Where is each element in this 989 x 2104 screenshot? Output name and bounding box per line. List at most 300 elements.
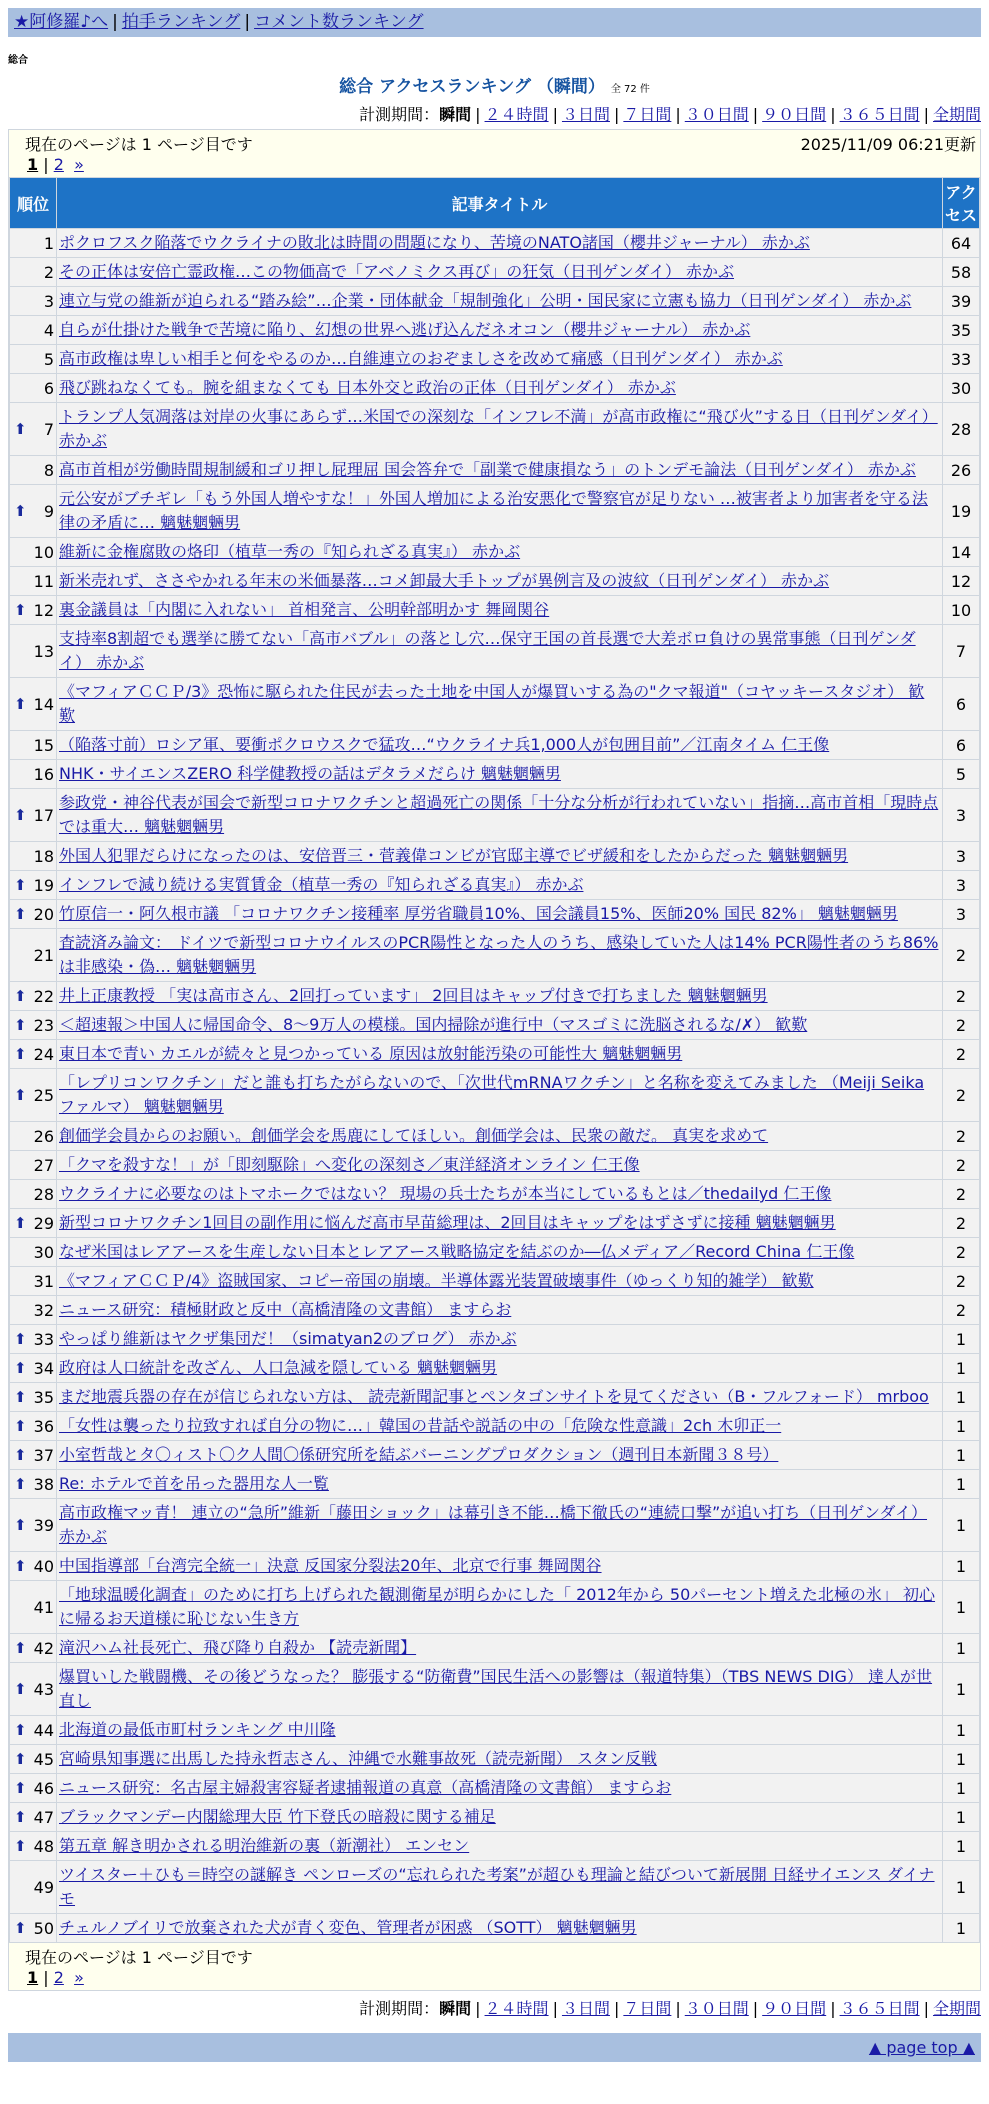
article-link[interactable]: 滝沢ハム社長死亡、飛び降り自殺か 【読売新聞】 xyxy=(59,1638,417,1657)
article-link[interactable]: 維新に金権腐敗の烙印（植草一秀の『知られざる真実』） 赤かぶ xyxy=(59,542,521,561)
access-count: 33 xyxy=(943,345,980,374)
rank-cell xyxy=(10,1634,57,1663)
table-row xyxy=(10,1634,980,1663)
article-link[interactable]: 井上正康教授 「実は高市さん、2回打っています」 2回目はキャップ付きで打ちました 魑魅魍魎男 xyxy=(59,986,768,1005)
table-row xyxy=(10,538,980,567)
rank-cell xyxy=(10,287,57,316)
access-count: 14 xyxy=(943,538,980,567)
rank-number: 9 xyxy=(43,501,54,521)
rank-number: 16 xyxy=(33,764,54,784)
article-link[interactable]: まだ地震兵器の存在が信じられない方は、 読売新聞記事とペンタゴンサイトを見てください（B・フルフォード） mrboo xyxy=(59,1387,929,1406)
article-link[interactable]: 竹原信一・阿久根市議 「コロナワクチン接種率 厚労省職員10%、国会議員15%、医師20% 国民 82%」 魑魅魍魎男 xyxy=(59,904,898,923)
access-count: 1 xyxy=(943,1716,980,1745)
rank-cell xyxy=(10,374,57,403)
title-cell xyxy=(57,287,943,316)
article-link[interactable]: 連立与党の維新が迫られる“踏み絵”…企業・団体献金「規制強化」公明・国民家に立憲も協力（日刊ゲンダイ） 赤かぶ xyxy=(59,291,912,310)
rank-cell xyxy=(10,1238,57,1267)
rank-number: 36 xyxy=(33,1416,54,1436)
title-cell xyxy=(57,345,943,374)
rank-cell xyxy=(10,1180,57,1209)
page-links: 1 | 2 » xyxy=(27,155,84,174)
rank-cell xyxy=(10,1663,57,1716)
title-cell xyxy=(57,1238,943,1267)
rank-cell xyxy=(10,1296,57,1325)
table-row xyxy=(10,258,980,287)
table-row xyxy=(10,1412,980,1441)
article-link[interactable]: ウクライナに必要なのはトマホークではない？ 現場の兵士たちが本当にしているもとは／thedailyd 仁王像 xyxy=(59,1184,832,1203)
access-count: 1 xyxy=(943,1325,980,1354)
total-count: 全 72 件 xyxy=(610,84,650,95)
table-row xyxy=(10,842,980,871)
title-cell xyxy=(57,1499,943,1552)
table-row xyxy=(10,1552,980,1581)
period-separator: | xyxy=(830,1999,836,2018)
up-arrow-icon: ⬆ xyxy=(14,1720,27,1739)
table-row xyxy=(10,1151,980,1180)
up-arrow-icon: ⬆ xyxy=(14,694,27,713)
period-label: 計測期間： xyxy=(359,105,440,124)
rank-cell xyxy=(10,1069,57,1122)
title-cell xyxy=(57,596,943,625)
article-link[interactable]: 創価学会員からのお願い。創価学会を馬鹿にしてほしい。創価学会は、民衆の敵だ。 真実を求めて xyxy=(59,1126,769,1145)
title-cell xyxy=(57,1180,943,1209)
table-row xyxy=(10,731,980,760)
rank-number: 41 xyxy=(33,1597,54,1617)
title-cell xyxy=(57,900,943,929)
article-link[interactable]: 《マフィアＣＣＰ/4》盗賊国家、コピー帝国の崩壊。半導体露光装置破壊事件（ゆっくり知的雑学） 歓歎 xyxy=(59,1271,814,1290)
rank-cell xyxy=(10,567,57,596)
category-label: 総合 xyxy=(8,55,28,66)
table-row xyxy=(10,1803,980,1832)
rank-number: 26 xyxy=(33,1126,54,1146)
up-arrow-icon: ⬆ xyxy=(14,1679,27,1698)
article-link[interactable]: 政府は人口統計を改ざん、人口急減を隠している 魑魅魍魎男 xyxy=(59,1358,498,1377)
article-link[interactable]: 査読済み論文： ドイツで新型コロナウイルスのPCR陽性となった人のうち、感染していた人は14% PCR陽性者のうち86%は非感染・偽… 魑魅魍魎男 xyxy=(59,933,939,976)
table-row xyxy=(10,485,980,538)
table-row xyxy=(10,1011,980,1040)
rank-number: 20 xyxy=(33,904,54,924)
article-link[interactable]: 北海道の最低市町村ランキング 中川隆 xyxy=(59,1720,336,1739)
access-count: 5 xyxy=(943,760,980,789)
article-link[interactable]: 新型コロナワクチン1回目の副作用に悩んだ高市早苗総理は、2回目はキャップをはずさずに接種 魑魅魍魎男 xyxy=(59,1213,836,1232)
article-link[interactable]: 裏金議員は「内閣に入れない」 首相発言、公明幹部明かす 舞岡関谷 xyxy=(59,600,550,619)
table-row xyxy=(10,1238,980,1267)
access-count: 1 xyxy=(943,1412,980,1441)
article-link[interactable]: 「クマを殺すな！」が「即刻駆除」へ変化の深刻さ／東洋経済オンライン 仁王像 xyxy=(59,1155,640,1174)
table-row xyxy=(10,567,980,596)
period-separator: | xyxy=(752,105,759,124)
access-count: 28 xyxy=(943,403,980,456)
access-count: 6 xyxy=(943,678,980,731)
title-cell xyxy=(57,1209,943,1238)
up-arrow-icon: ⬆ xyxy=(14,600,27,619)
title-cell xyxy=(57,538,943,567)
table-row xyxy=(10,1180,980,1209)
access-count: 2 xyxy=(943,1238,980,1267)
title-cell xyxy=(57,625,943,678)
title-cell xyxy=(57,374,943,403)
access-count: 1 xyxy=(943,1774,980,1803)
title-cell xyxy=(57,1581,943,1634)
period-current: 瞬間 xyxy=(439,1999,472,2018)
up-arrow-icon: ⬆ xyxy=(14,1918,27,1937)
rank-cell xyxy=(10,1040,57,1069)
comment-ranking-link[interactable]: コメント数ランキング xyxy=(254,12,424,32)
article-link[interactable]: ポクロフスク陥落でウクライナの敗北は時間の問題になり、苦境のNATO諸国（櫻井ジャーナル） 赤かぶ xyxy=(59,233,810,252)
rank-cell xyxy=(10,625,57,678)
access-count: 1 xyxy=(943,1914,980,1943)
article-link[interactable]: 高市首相が労働時間規制緩和ゴリ押し屁理屈 国会答弁で「副業で健康損なう」のトンデモ論法（日刊ゲンダイ） 赤かぶ xyxy=(59,460,916,479)
table-row xyxy=(10,1861,980,1914)
article-link[interactable]: 東日本で青い カエルが続々と見つかっている 原因は放射能汚染の可能性大 魑魅魍魎男 xyxy=(59,1044,683,1063)
table-row xyxy=(10,1470,980,1499)
period-separator: | xyxy=(923,1999,929,2018)
ranking-table xyxy=(9,177,980,1943)
up-arrow-icon: ⬆ xyxy=(14,1387,27,1406)
period-link[interactable]: ２４時間 xyxy=(484,105,549,124)
article-link[interactable]: 高市政権マッ青！ 連立の“急所”維新「藤田ショック」は幕引き不能…橋下徹氏の“連続口撃”が追い打ち（日刊ゲンダイ） 赤かぶ xyxy=(59,1503,928,1546)
article-link[interactable]: トランプ人気凋落は対岸の火事にあらず…米国での深刻な「インフレ不満」が高市政権に“飛び火”する日（日刊ゲンダイ） 赤かぶ xyxy=(59,407,938,450)
table-row xyxy=(10,625,980,678)
period-link[interactable]: ３０日間 xyxy=(684,105,749,124)
rank-cell xyxy=(10,1354,57,1383)
period-separator: | xyxy=(552,1999,558,2018)
period-link[interactable]: ２４時間 xyxy=(484,1999,549,2018)
rank-number: 46 xyxy=(33,1778,54,1798)
access-count: 6 xyxy=(943,731,980,760)
table-row xyxy=(10,287,980,316)
rank-number: 39 xyxy=(33,1515,54,1535)
rank-number: 8 xyxy=(43,460,54,480)
up-arrow-icon: ⬆ xyxy=(14,1015,27,1034)
access-count: 1 xyxy=(943,1499,980,1552)
up-arrow-icon: ⬆ xyxy=(14,1329,27,1348)
table-row xyxy=(10,1745,980,1774)
up-arrow-icon: ⬆ xyxy=(14,1044,27,1063)
article-link[interactable]: 支持率8割超でも選挙に勝てない「高市バブル」の落とし穴…保守王国の首長選で大差ボロ負けの異常事態（日刊ゲンダイ） 赤かぶ xyxy=(59,629,916,672)
column-access: アクセス xyxy=(943,178,980,229)
page-1-current: 1 xyxy=(27,155,39,174)
next-page-link[interactable]: » xyxy=(74,1968,84,1987)
period-link[interactable]: ７日間 xyxy=(623,105,672,124)
access-count: 30 xyxy=(943,374,980,403)
access-count: 2 xyxy=(943,1069,980,1122)
article-link[interactable]: ブラックマンデー内閣総理大臣 竹下登氏の暗殺に関する補足 xyxy=(59,1807,496,1826)
rank-cell xyxy=(10,1716,57,1745)
access-count: 35 xyxy=(943,316,980,345)
page-top-link[interactable]: ▲ page top ▲ xyxy=(868,2038,975,2057)
up-arrow-icon: ⬆ xyxy=(14,1085,27,1104)
article-link[interactable]: インフレで減り続ける実質賃金（植草一秀の『知られざる真実』） 赤かぶ xyxy=(59,875,584,894)
period-link[interactable]: ３６５日間 xyxy=(839,105,920,124)
up-arrow-icon: ⬆ xyxy=(14,1416,27,1435)
rank-cell xyxy=(10,1803,57,1832)
up-arrow-icon: ⬆ xyxy=(14,1474,27,1493)
article-link[interactable]: 新米売れず、ささやかれる年末の米価暴落…コメ卸最大手トップが異例言及の波紋（日刊ゲンダイ） 赤かぶ xyxy=(59,571,830,590)
title-cell xyxy=(57,1325,943,1354)
table-row xyxy=(10,1441,980,1470)
table-row xyxy=(10,596,980,625)
rank-number: 32 xyxy=(33,1300,54,1320)
period-selector xyxy=(0,102,981,125)
rank-cell xyxy=(10,1581,57,1634)
access-count: 26 xyxy=(943,456,980,485)
applause-ranking-link[interactable]: 拍手ランキング xyxy=(121,12,241,32)
title-cell xyxy=(57,1803,943,1832)
rank-number: 29 xyxy=(33,1213,54,1233)
pagination-bottom xyxy=(9,1943,980,1990)
article-link[interactable]: 宮崎県知事選に出馬した持永哲志さん、沖縄で水難事故死（読売新聞） スタン反戦 xyxy=(59,1749,658,1768)
table-row xyxy=(10,403,980,456)
table-row xyxy=(10,1122,980,1151)
title-cell xyxy=(57,1552,943,1581)
period-link[interactable]: ９０日間 xyxy=(762,105,827,124)
nav-separator: | xyxy=(244,12,251,32)
access-count: 3 xyxy=(943,842,980,871)
column-rank: 順位 xyxy=(10,178,57,229)
article-link[interactable]: Re: ホテルで首を吊った器用な人一覧 xyxy=(59,1474,329,1493)
period-link[interactable]: 全期間 xyxy=(932,105,981,124)
table-row xyxy=(10,929,980,982)
rank-number: 35 xyxy=(33,1387,54,1407)
rank-number: 33 xyxy=(33,1329,54,1349)
access-count: 2 xyxy=(943,1151,980,1180)
up-arrow-icon: ⬆ xyxy=(14,1445,27,1464)
rank-number: 42 xyxy=(33,1638,54,1658)
table-row xyxy=(10,316,980,345)
rank-cell xyxy=(10,900,57,929)
article-link[interactable]: チェルノブイリで放棄された犬が青く変色、管理者が困惑 （SOTT） 魑魅魍魎男 xyxy=(59,1918,637,1937)
table-row xyxy=(10,1832,980,1861)
article-link[interactable]: 中国指導部「台湾完全統一」決意 反国家分裂法20年、北京で行事 舞岡関谷 xyxy=(59,1556,602,1575)
updated-time: 2025/11/09 06:21更新 xyxy=(800,135,976,154)
up-arrow-icon: ⬆ xyxy=(14,501,27,520)
access-count: 2 xyxy=(943,1011,980,1040)
table-row xyxy=(10,1383,980,1412)
up-arrow-icon: ⬆ xyxy=(14,904,27,923)
rank-cell xyxy=(10,538,57,567)
rank-number: 14 xyxy=(33,694,54,714)
title-cell xyxy=(57,1267,943,1296)
access-count: 2 xyxy=(943,1209,980,1238)
rank-cell xyxy=(10,1441,57,1470)
period-separator: | xyxy=(552,105,558,124)
article-link[interactable]: 小室哲哉とタ〇ィスト〇ク人間〇係研究所を結ぶバーニングプロダクション（週刊日本新聞３８号） xyxy=(59,1445,779,1464)
rank-number: 28 xyxy=(33,1184,54,1204)
up-arrow-icon: ⬆ xyxy=(14,419,27,438)
title-cell xyxy=(57,1745,943,1774)
rank-cell xyxy=(10,1325,57,1354)
title-cell xyxy=(57,1861,943,1914)
article-link[interactable]: 《マフィアＣＣＰ/3》恐怖に駆られた住民が去った土地を中国人が爆買いする為の"クマ報道"（コヤッキースタジオ） 歓歎 xyxy=(59,682,925,725)
table-row xyxy=(10,1716,980,1745)
footer-bar xyxy=(8,2033,981,2062)
access-count: 1 xyxy=(943,1441,980,1470)
rank-cell xyxy=(10,1209,57,1238)
article-link[interactable]: なぜ米国はレアアースを生産しない日本とレアアース戦略協定を結ぶのか―仏メディア／Record China 仁王像 xyxy=(59,1242,855,1261)
rank-number: 50 xyxy=(33,1918,54,1938)
article-link[interactable]: 「レプリコンワクチン」だと誰も打ちたがらないので、「次世代mRNAワクチン」と名称を変えてみました （Meiji Seika ファルマ） 魑魅魍魎男 xyxy=(59,1073,925,1116)
rank-number: 24 xyxy=(33,1044,54,1064)
period-label: 計測期間： xyxy=(359,1999,440,2018)
period-link[interactable]: ３０日間 xyxy=(684,1999,749,2018)
next-page-link[interactable]: » xyxy=(74,155,84,174)
article-link[interactable]: 「地球温暖化調査」のために打ち上げられた観測衛星が明らかにした「 2012年から 50パーセント増えた北極の氷」 初心に帰るお天道様に恥じない生き方 xyxy=(59,1585,936,1628)
title-cell xyxy=(57,678,943,731)
access-count: 2 xyxy=(943,1040,980,1069)
title-cell xyxy=(57,789,943,842)
title-cell xyxy=(57,871,943,900)
period-separator: | xyxy=(613,1999,620,2018)
table-row xyxy=(10,1354,980,1383)
title-cell xyxy=(57,1069,943,1122)
period-link[interactable]: ３６５日間 xyxy=(839,1999,920,2018)
rank-cell xyxy=(10,1774,57,1803)
period-link[interactable]: ７日間 xyxy=(623,1999,672,2018)
access-count: 2 xyxy=(943,1122,980,1151)
article-link[interactable]: 元公安がブチギレ「もう外国人増やすな！」外国人増加による治安悪化で警察官が足りない …被害者より加害者を守る法律の矛盾に… 魑魅魍魎男 xyxy=(59,489,928,532)
rank-number: 21 xyxy=(33,945,54,965)
table-row xyxy=(10,1774,980,1803)
up-arrow-icon: ⬆ xyxy=(14,1836,27,1855)
article-link[interactable]: ＜超速報＞中国人に帰国命令、8～9万人の模様。国内掃除が進行中（マスゴミに洗脳されるな/✗） 歓歎 xyxy=(59,1015,808,1034)
article-link[interactable]: 高市政権は卑しい相手と何をやるのか…自維連立のおぞましさを改めて痛感（日刊ゲンダイ） 赤かぶ xyxy=(59,349,783,368)
period-selector-bottom xyxy=(0,1996,981,2019)
table-row xyxy=(10,900,980,929)
rank-cell xyxy=(10,1861,57,1914)
access-count: 1 xyxy=(943,1861,980,1914)
up-arrow-icon: ⬆ xyxy=(14,875,27,894)
access-count: 3 xyxy=(943,789,980,842)
nav-separator: | xyxy=(112,12,118,32)
rank-cell xyxy=(10,1383,57,1412)
page-2-link[interactable]: 2 xyxy=(53,155,64,174)
rank-cell xyxy=(10,842,57,871)
article-link[interactable]: NHK・サイエンスZERO 科学健教授の話はデタラメだらけ 魑魅魍魎男 xyxy=(59,764,561,783)
rank-cell xyxy=(10,731,57,760)
access-count: 19 xyxy=(943,485,980,538)
access-count: 12 xyxy=(943,567,980,596)
access-count: 2 xyxy=(943,1267,980,1296)
period-separator: | xyxy=(830,105,836,124)
pagination-top xyxy=(9,130,980,177)
current-page-text: 現在のページは 1 ページ目です xyxy=(25,1948,253,1967)
rank-number: 47 xyxy=(33,1807,54,1827)
article-link[interactable]: 飛び跳ねなくても。腕を組まなくても 日本外交と政治の正体（日刊ゲンダイ） 赤かぶ xyxy=(59,378,676,397)
article-link[interactable]: 外国人犯罪だらけになったのは、安倍晋三・菅義偉コンビが官邸主導でビザ緩和をしたからだった 魑魅魍魎男 xyxy=(59,846,849,865)
rank-number: 12 xyxy=(33,600,54,620)
rank-cell xyxy=(10,1151,57,1180)
up-arrow-icon: ⬆ xyxy=(14,1515,27,1534)
article-link[interactable]: ニュース研究：積極財政と反中（高橋清隆の文書館） ますらお xyxy=(59,1300,512,1319)
top-navigation xyxy=(8,8,981,37)
rank-cell xyxy=(10,258,57,287)
rank-cell xyxy=(10,316,57,345)
up-arrow-icon: ⬆ xyxy=(14,1807,27,1826)
home-link[interactable]: ★阿修羅♪へ xyxy=(14,12,109,32)
table-row xyxy=(10,345,980,374)
access-count: 2 xyxy=(943,982,980,1011)
ranking-box xyxy=(8,129,981,1991)
article-link[interactable]: 爆買いした戦闘機、その後どうなった？ 膨張する“防衛費”国民生活への影響は（報道特集）（TBS NEWS DIG） 達人が世直し xyxy=(59,1667,933,1710)
title-cell xyxy=(57,1354,943,1383)
access-count: 2 xyxy=(943,1296,980,1325)
article-link[interactable]: やっぱり維新はヤクザ集団だ！（simatyan2のブログ） 赤かぶ xyxy=(59,1329,517,1348)
access-count: 7 xyxy=(943,625,980,678)
rank-cell xyxy=(10,871,57,900)
rank-cell xyxy=(10,982,57,1011)
page-title xyxy=(0,72,989,97)
title-cell xyxy=(57,1383,943,1412)
rank-number: 22 xyxy=(33,986,54,1006)
rank-cell xyxy=(10,929,57,982)
period-link[interactable]: ９０日間 xyxy=(762,1999,827,2018)
up-arrow-icon: ⬆ xyxy=(14,805,27,824)
article-link[interactable]: （陥落寸前）ロシア軍、要衝ポクロウスクで猛攻…“ウクライナ兵1,000人が包囲目前”／江南タイム 仁王像 xyxy=(59,735,830,754)
rank-cell xyxy=(10,789,57,842)
title-cell xyxy=(57,1634,943,1663)
title-cell xyxy=(57,229,943,258)
rank-number: 1 xyxy=(43,233,54,253)
page-2-link[interactable]: 2 xyxy=(53,1968,64,1987)
title-cell xyxy=(57,1774,943,1803)
up-arrow-icon: ⬆ xyxy=(14,1749,27,1768)
rank-cell xyxy=(10,1552,57,1581)
period-link[interactable]: ３日間 xyxy=(561,1999,610,2018)
table-row xyxy=(10,789,980,842)
article-link[interactable]: 参政党・神谷代表が国会で新型コロナワクチンと超過死亡の関係「十分な分析が行われていない」指摘…高市首相「現時点では重大… 魑魅魍魎男 xyxy=(59,793,939,836)
period-separator: | xyxy=(923,105,929,124)
article-link[interactable]: ツイスター＋ひも＝時空の謎解き ペンローズの“忘れられた考案”が超ひも理論と結びついて新展開 日経サイエンス ダイナモ xyxy=(59,1865,935,1908)
period-separator: | xyxy=(475,1999,481,2018)
article-link[interactable]: 自らが仕掛けた戦争で苦境に陥り、幻想の世界へ逃げ込んだネオコン（櫻井ジャーナル） 赤かぶ xyxy=(59,320,751,339)
rank-cell xyxy=(10,403,57,456)
title-cell xyxy=(57,1441,943,1470)
table-row xyxy=(10,1209,980,1238)
rank-number: 2 xyxy=(43,262,54,282)
access-count: 1 xyxy=(943,1634,980,1663)
access-count: 1 xyxy=(943,1383,980,1412)
title-cell xyxy=(57,1412,943,1441)
rank-cell xyxy=(10,1011,57,1040)
article-link[interactable]: ニュース研究：名古屋主婦殺害容疑者逮捕報道の真意（高橋清隆の文書館） ますらお xyxy=(59,1778,672,1797)
title-cell xyxy=(57,760,943,789)
title-cell xyxy=(57,403,943,456)
period-link[interactable]: ３日間 xyxy=(561,105,610,124)
rank-number: 34 xyxy=(33,1358,54,1378)
title-cell xyxy=(57,929,943,982)
period-link[interactable]: 全期間 xyxy=(932,1999,981,2018)
access-count: 64 xyxy=(943,229,980,258)
access-count: 1 xyxy=(943,1581,980,1634)
article-link[interactable]: 第五章 解き明かされる明治維新の裏（新潮社） エンセン xyxy=(59,1836,470,1855)
rank-number: 31 xyxy=(33,1271,54,1291)
table-row xyxy=(10,1296,980,1325)
rank-cell xyxy=(10,485,57,538)
access-count: 3 xyxy=(943,900,980,929)
title-cell xyxy=(57,1663,943,1716)
article-link[interactable]: 「女性は襲ったり拉致すれば自分の物に…」韓国の昔話や説話の中の「危険な性意識」2ch 木卯正一 xyxy=(59,1416,782,1435)
article-link[interactable]: その正体は安倍亡霊政権…この物価高で「アベノミクス再び」の狂気（日刊ゲンダイ） 赤かぶ xyxy=(59,262,735,281)
rank-number: 15 xyxy=(33,735,54,755)
table-row xyxy=(10,1040,980,1069)
title-cell xyxy=(57,316,943,345)
title-cell xyxy=(57,1832,943,1861)
column-title: 記事タイトル xyxy=(57,178,943,229)
rank-cell xyxy=(10,678,57,731)
rank-cell xyxy=(10,1499,57,1552)
rank-cell xyxy=(10,1412,57,1441)
